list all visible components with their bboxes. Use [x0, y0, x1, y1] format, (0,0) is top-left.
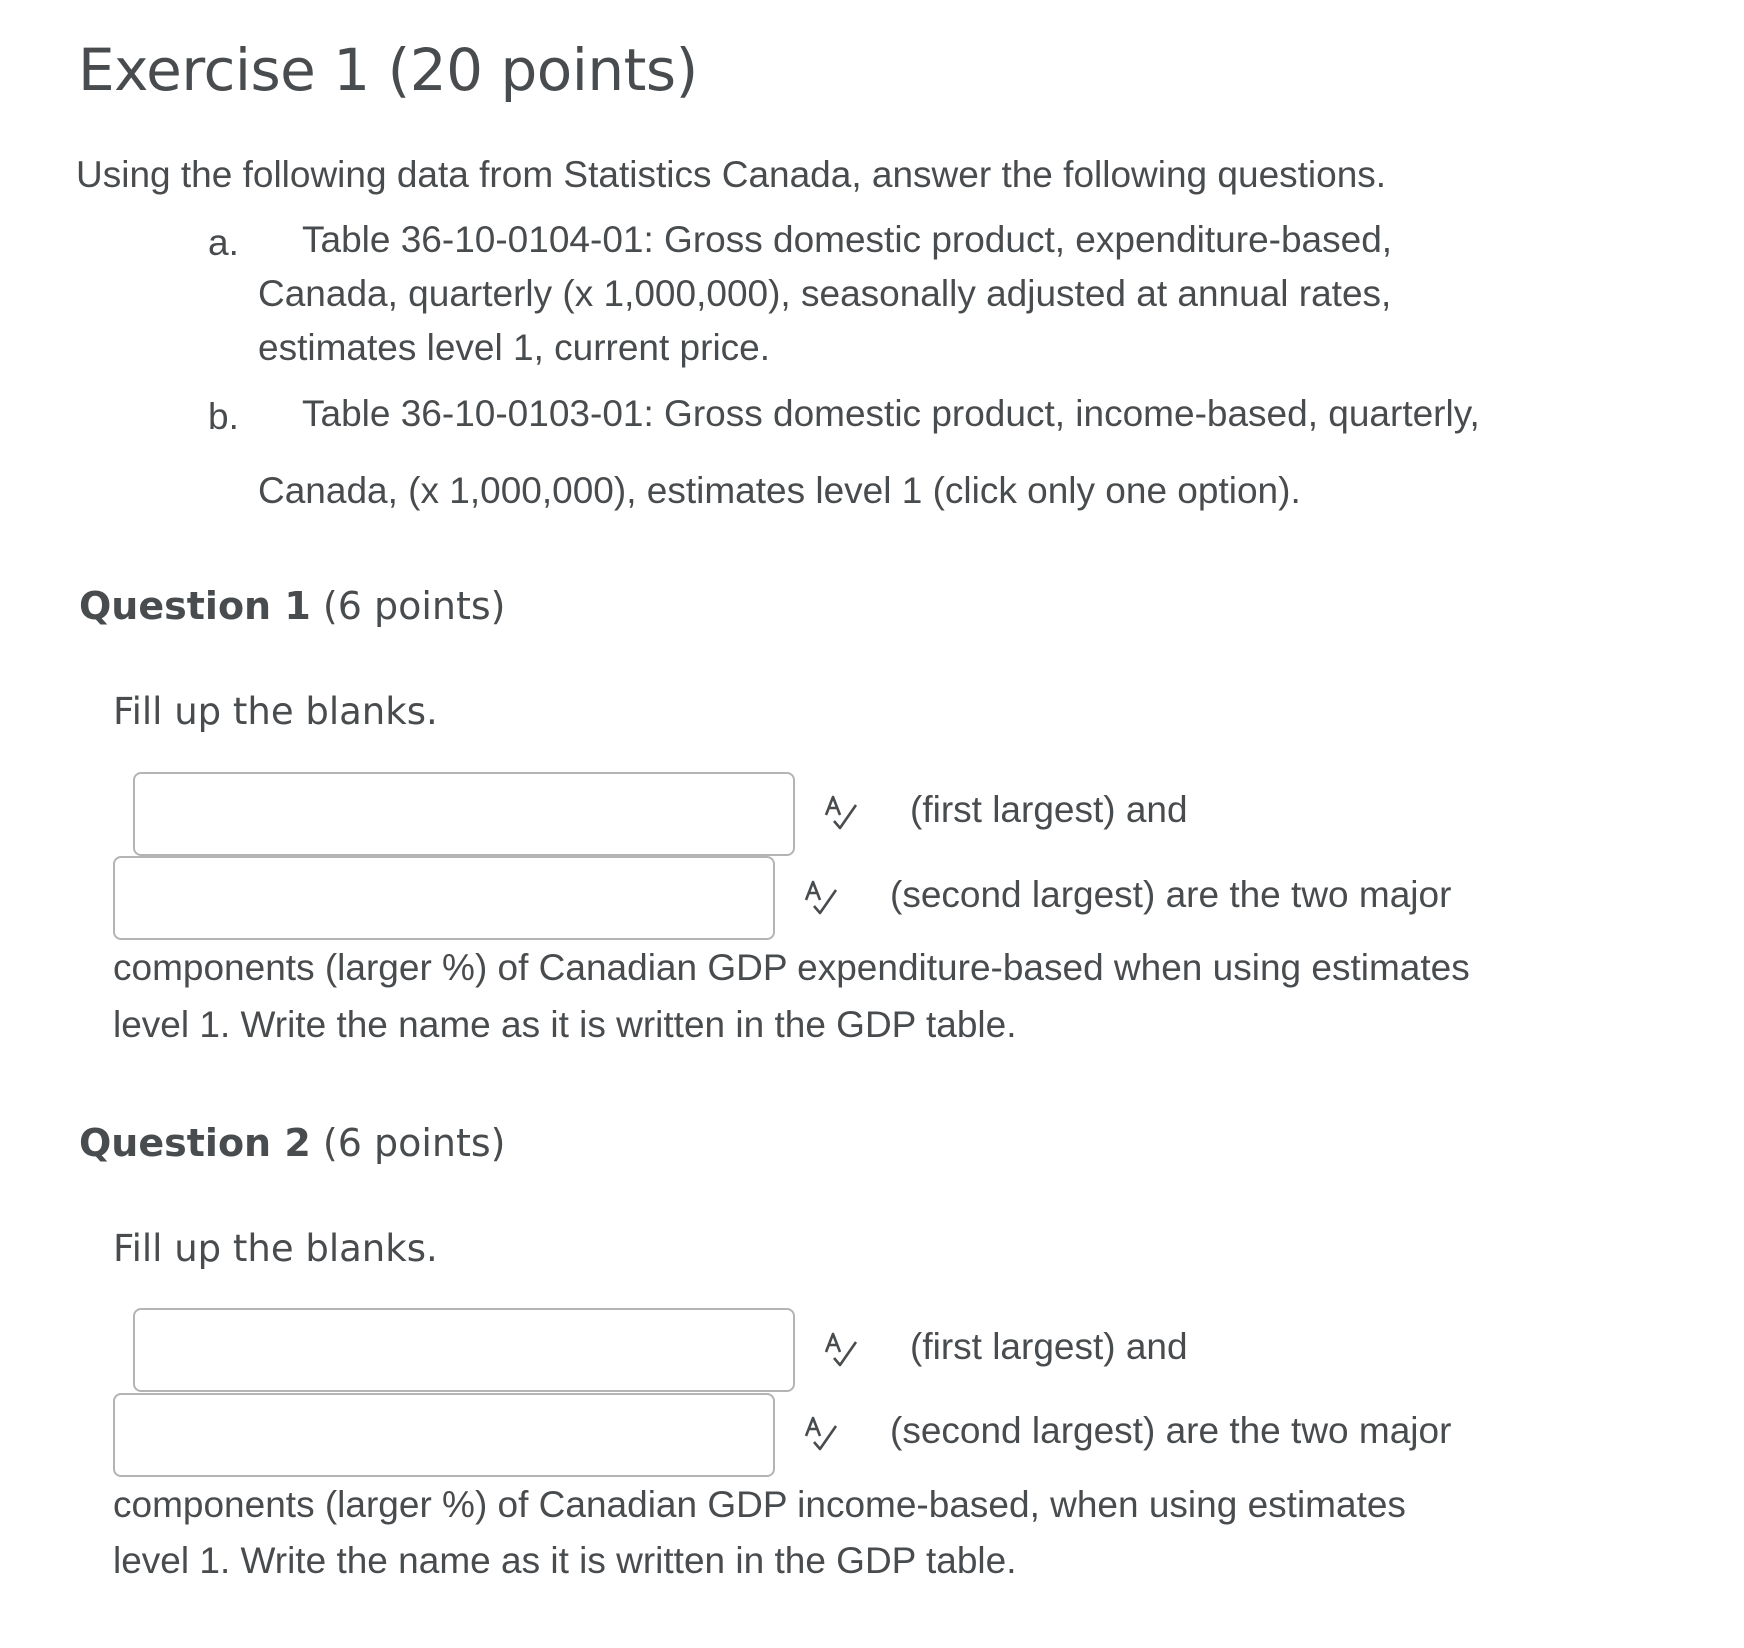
source-b-line1: Table 36-10-0103-01: Gross domestic product, income-based, quarterly, — [302, 393, 1480, 434]
question-2-heading — [79, 1121, 506, 1165]
question-1-after-blank-2: (second largest) are the two major — [890, 874, 1452, 915]
question-1-instruction: Fill up the blanks. — [113, 690, 438, 733]
question-1-blank-1-input[interactable] — [133, 772, 795, 856]
question-2-label: Question 2 — [79, 1121, 311, 1165]
spellcheck-icon[interactable] — [822, 1330, 862, 1370]
source-b-line2: Canada, (x 1,000,000), estimates level 1 (click only one option). — [258, 470, 1301, 511]
question-2-blank-2-input[interactable] — [113, 1393, 775, 1477]
question-2-points: (6 points) — [322, 1121, 506, 1165]
question-1-label: Question 1 — [79, 584, 311, 628]
source-a-line2: Canada, quarterly (x 1,000,000), seasonally adjusted at annual rates, — [258, 273, 1392, 314]
question-2-line-3: components (larger %) of Canadian GDP income-based, when using estimates — [113, 1484, 1406, 1525]
question-2-blank-1-input[interactable] — [133, 1308, 795, 1392]
question-2-line-4: level 1. Write the name as it is written in the GDP table. — [113, 1540, 1017, 1581]
spellcheck-icon[interactable] — [802, 878, 842, 918]
question-1-line-4: level 1. Write the name as it is written in the GDP table. — [113, 1004, 1017, 1045]
exercise-title: Exercise 1 (20 points) — [78, 36, 698, 104]
source-a-line3: estimates level 1, current price. — [258, 327, 771, 368]
question-1-points: (6 points) — [322, 584, 506, 628]
spellcheck-icon[interactable] — [802, 1414, 842, 1454]
question-1-after-blank-1: (first largest) and — [910, 789, 1188, 830]
question-1-heading — [79, 584, 506, 628]
question-2-after-blank-2: (second largest) are the two major — [890, 1410, 1452, 1451]
question-1-line-3: components (larger %) of Canadian GDP expenditure-based when using estimates — [113, 947, 1470, 988]
question-2-after-blank-1: (first largest) and — [910, 1326, 1188, 1367]
spellcheck-icon[interactable] — [822, 793, 862, 833]
question-2-instruction: Fill up the blanks. — [113, 1227, 438, 1270]
source-a-line1: Table 36-10-0104-01: Gross domestic product, expenditure-based, — [302, 219, 1393, 260]
exercise-intro: Using the following data from Statistics Canada, answer the following questions. — [76, 154, 1387, 195]
source-a-marker: a. — [208, 222, 239, 263]
question-1-blank-2-input[interactable] — [113, 856, 775, 940]
source-b-marker: b. — [208, 396, 239, 437]
